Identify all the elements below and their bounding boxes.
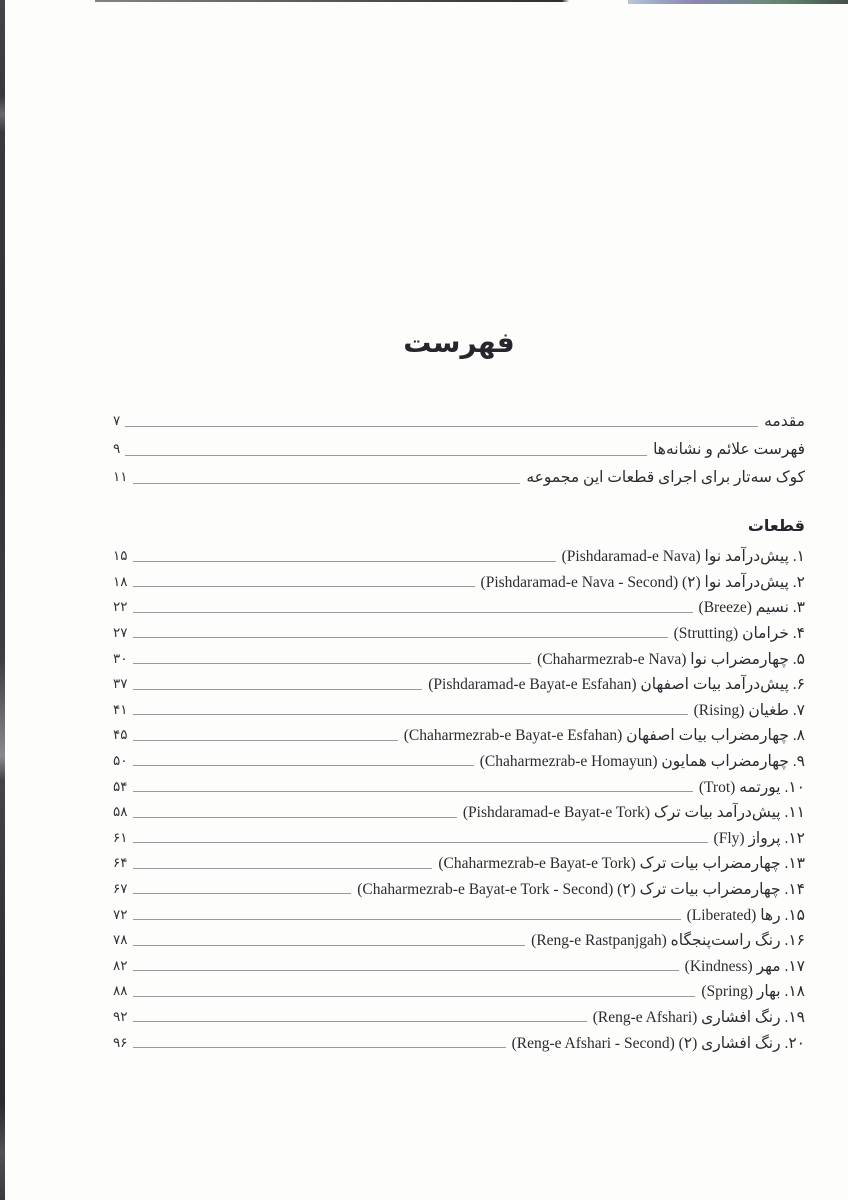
toc-row [113, 749, 805, 775]
toc-entry-title: ۸. چهارمضراب بیات اصفهان (Chaharmezrab-e Bayat-e Esfahan) [403, 727, 805, 745]
dot-leader-line [133, 586, 475, 587]
toc-row [113, 979, 805, 1005]
toc-row [113, 698, 805, 724]
dot-leader-line [133, 740, 398, 741]
dot-leader-line [133, 765, 474, 766]
toc-entry-title: ۱۷. مهر (Kindness) [684, 957, 805, 975]
toc-entry-title: ۱۹. رنگ افشاری (Reng-e Afshari) [592, 1008, 805, 1026]
toc-page-number: ۴۵ [113, 727, 128, 744]
scan-edge-top-color-artifact [628, 0, 848, 4]
toc-page-number: ۸۲ [113, 957, 128, 974]
toc-row [113, 1005, 805, 1031]
toc-page-number: ۴۱ [113, 701, 128, 718]
toc-entry-title: ۷. طغیان (Rising) [693, 701, 805, 719]
dot-leader-line [133, 714, 688, 715]
toc-page-number: ۷۸ [113, 932, 128, 949]
page-title: فهرست [403, 326, 515, 359]
toc-entry-title: ۱۰. یورتمه (Trot) [698, 778, 805, 796]
dot-leader-line [133, 483, 521, 484]
front-matter-list [113, 407, 805, 492]
toc-page-number: ۲۷ [113, 625, 128, 642]
toc-page-number: ۱۵ [113, 548, 128, 565]
toc-page-number: ۳۰ [113, 650, 128, 667]
toc-entry-title: ۱۳. چهارمضراب بیات ترک (Chaharmezrab-e Bayat-e Tork) [438, 855, 805, 873]
dot-leader-line [133, 663, 532, 664]
toc-entry-title: کوک سه‌تار برای اجرای قطعات این مجموعه [526, 469, 805, 487]
toc-row [113, 544, 805, 570]
dot-leader-line [133, 817, 457, 818]
toc-entry-title: ۱۲. پرواز (Fly) [713, 829, 805, 847]
section-header-pieces: قطعات [747, 516, 805, 535]
toc-row [113, 928, 805, 954]
toc-entry-title: ۳. نسیم (Breeze) [698, 599, 805, 617]
dot-leader-line [133, 791, 693, 792]
dot-leader-line [133, 689, 423, 690]
dot-leader-line [133, 612, 693, 613]
toc-row [113, 464, 805, 492]
toc-entry-title: ۵. چهارمضراب نوا (Chaharmezrab-e Nava) [537, 650, 805, 668]
pieces-list [113, 544, 805, 1056]
toc-entry-title: ۲۰. رنگ افشاری (۲) (Reng-e Afshari - Second) [511, 1034, 805, 1052]
dot-leader-line [133, 1021, 587, 1022]
toc-page-number: ۱۱ [113, 469, 128, 486]
toc-entry-title: مقدمه [764, 412, 805, 430]
toc-page-number: ۹ [113, 441, 121, 458]
toc-page-number: ۱۸ [113, 573, 128, 590]
toc-row [113, 621, 805, 647]
toc-page-number: ۵۰ [113, 753, 128, 770]
dot-leader-line [125, 426, 758, 427]
toc-page-number: ۹۲ [113, 1008, 128, 1025]
dot-leader-line [133, 868, 433, 869]
toc-entry-title: فهرست علائم و نشانه‌ها [653, 441, 805, 459]
toc-page-number: ۷۲ [113, 906, 128, 923]
toc-entry-title: ۱۸. بهار (Spring) [701, 983, 805, 1001]
toc-row [113, 826, 805, 852]
toc-row [113, 851, 805, 877]
dot-leader-line [133, 996, 696, 997]
toc-entry-title: ۱۱. پیش‌درآمد بیات ترک (Pishdaramad-e Bayat-e Tork) [462, 804, 805, 822]
toc-entry-title: ۲. پیش‌درآمد نوا (۲) (Pishdaramad-e Nava - Second) [480, 573, 805, 591]
toc-page-number: ۷ [113, 412, 121, 429]
toc-entry-title: ۱۵. رها (Liberated) [686, 906, 805, 924]
toc-page-number: ۳۷ [113, 676, 128, 693]
dot-leader-line [133, 637, 668, 638]
toc-entry-title: ۴. خرامان (Strutting) [673, 625, 805, 643]
toc-entry-title: ۶. پیش‌درآمد بیات اصفهان (Pishdaramad-e Bayat-e Esfahan) [428, 676, 805, 694]
toc-row [113, 774, 805, 800]
dot-leader-line [133, 842, 708, 843]
toc-row [113, 954, 805, 980]
toc-row [113, 435, 805, 463]
toc-entry-title: ۱۶. رنگ راست‌پنجگاه (Reng-e Rastpanjgah) [531, 932, 805, 950]
toc-page-number: ۶۴ [113, 855, 128, 872]
toc-page-number: ۸۸ [113, 983, 128, 1000]
toc-row [113, 902, 805, 928]
dot-leader-line [133, 945, 526, 946]
dot-leader-line [133, 893, 352, 894]
dot-leader-line [133, 561, 556, 562]
toc-page-number: ۶۷ [113, 881, 128, 898]
dot-leader-line [133, 1047, 506, 1048]
dot-leader-line [125, 455, 647, 456]
toc-page-number: ۶۱ [113, 829, 128, 846]
toc-page-number: ۵۸ [113, 804, 128, 821]
toc-entry-title: ۱۴. چهارمضراب بیات ترک (۲) (Chaharmezrab-e Bayat-e Tork - Second) [357, 881, 805, 899]
scan-edge-left [0, 0, 5, 1200]
toc-row [113, 570, 805, 596]
toc-row [113, 672, 805, 698]
dot-leader-line [133, 970, 679, 971]
toc-row [113, 407, 805, 435]
toc-entry-title: ۹. چهارمضراب همایون (Chaharmezrab-e Homayun) [479, 753, 805, 771]
toc-row [113, 877, 805, 903]
toc-entry-title: ۱. پیش‌درآمد نوا (Pishdaramad-e Nava) [561, 548, 805, 566]
toc-row [113, 1030, 805, 1056]
toc-row [113, 723, 805, 749]
toc-row [113, 800, 805, 826]
toc-row [113, 646, 805, 672]
toc-page-number: ۲۲ [113, 599, 128, 616]
toc-page-number: ۹۶ [113, 1034, 128, 1051]
toc-row [113, 595, 805, 621]
dot-leader-line [133, 919, 681, 920]
toc-page-number: ۵۴ [113, 778, 128, 795]
